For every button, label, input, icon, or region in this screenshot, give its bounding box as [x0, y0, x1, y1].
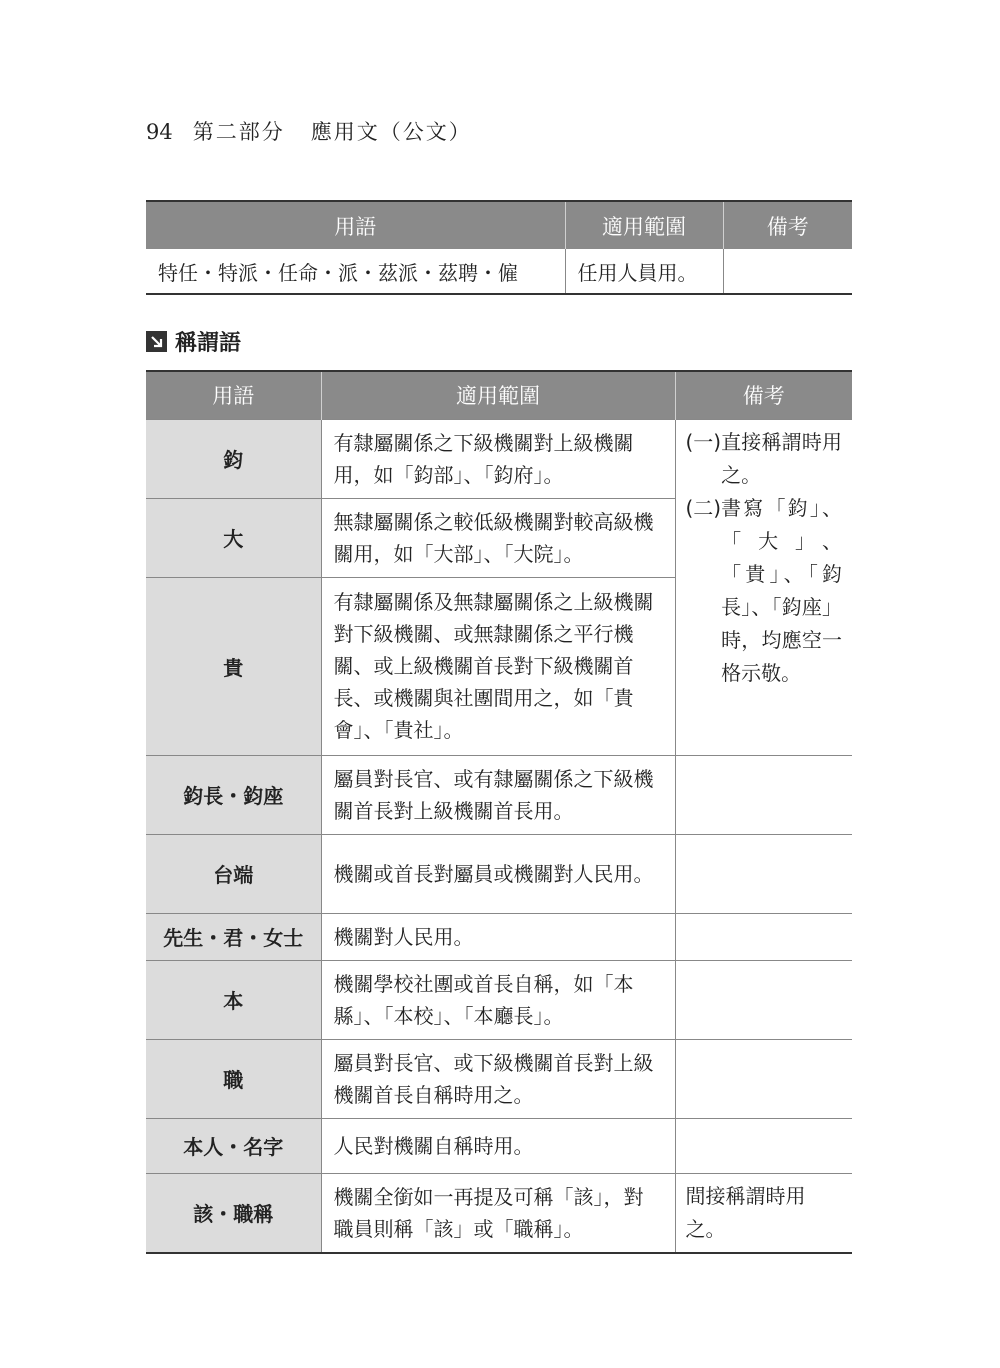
note-cell: 間接稱謂時用之。 — [675, 1173, 852, 1253]
table-row — [146, 755, 852, 834]
column-header-note: 備考 — [723, 201, 852, 249]
term-cell: 本人・名字 — [146, 1118, 321, 1173]
part-label: 第二部分 — [192, 120, 285, 144]
term-cell: 大 — [146, 498, 321, 577]
page-header — [146, 116, 472, 146]
note-item-label: (二) — [685, 495, 722, 520]
scope-cell: 機關或首長對屬員或機關對人民用。 — [321, 834, 675, 913]
section-heading — [146, 326, 241, 356]
address-terms-table — [146, 370, 852, 1254]
page-running-title: 應用文（公文） — [310, 120, 472, 144]
appointment-terms-table — [146, 200, 852, 295]
note-item — [686, 426, 843, 492]
note-cell — [675, 834, 852, 913]
scope-cell: 屬員對長官、或有隸屬關係之下級機關首長對上級機關首長用。 — [321, 755, 675, 834]
column-header-term: 用語 — [146, 201, 565, 249]
note-item-text: 書寫「鈞」、「大」、「貴」、「鈞長」、「鈞座」時，均應空一格示敬。 — [721, 495, 842, 685]
term-cell: 貴 — [146, 577, 321, 755]
table-row — [146, 1118, 852, 1173]
section-title: 稱謂語 — [175, 330, 242, 356]
table-row — [146, 834, 852, 913]
table-row — [146, 249, 852, 294]
scope-cell: 人民對機關自稱時用。 — [321, 1118, 675, 1173]
term-cell: 該・職稱 — [146, 1173, 321, 1253]
term-cell: 鈞長・鈞座 — [146, 755, 321, 834]
note-cell — [675, 1039, 852, 1118]
scope-cell: 屬員對長官、或下級機關首長對上級機關首長自稱時用之。 — [321, 1039, 675, 1118]
table-row — [146, 419, 852, 498]
scope-cell: 有隸屬關係之下級機關對上級機關用，如「鈞部」、「鈞府」。 — [321, 419, 675, 498]
note-item-label: (一) — [685, 429, 722, 454]
term-cell: 先生・君・女士 — [146, 913, 321, 960]
note-cell — [675, 755, 852, 834]
scope-cell: 任用人員用。 — [565, 249, 723, 294]
column-header-term: 用語 — [146, 371, 321, 419]
column-header-scope: 適用範圍 — [321, 371, 675, 419]
arrow-down-right-icon — [146, 331, 167, 352]
note-cell — [675, 1118, 852, 1173]
column-header-scope: 適用範圍 — [565, 201, 723, 249]
table-row — [146, 1173, 852, 1253]
note-cell — [675, 960, 852, 1039]
scope-cell: 機關學校社團或首長自稱，如「本縣」、「本校」、「本廳長」。 — [321, 960, 675, 1039]
scope-cell: 機關對人民用。 — [321, 913, 675, 960]
note-cell — [723, 249, 852, 294]
term-cell: 職 — [146, 1039, 321, 1118]
page-number: 94 — [146, 120, 173, 144]
note-item-text: 直接稱謂時用之。 — [721, 429, 842, 487]
shared-note-cell — [675, 419, 852, 755]
term-cell: 本 — [146, 960, 321, 1039]
term-cell: 鈞 — [146, 419, 321, 498]
term-cell: 台端 — [146, 834, 321, 913]
term-cell: 特任・特派・任命・派・茲派・茲聘・僱 — [158, 260, 518, 285]
table-header-row — [146, 371, 852, 419]
column-header-note: 備考 — [675, 371, 852, 419]
scope-cell: 機關全銜如一再提及可稱「該」，對職員則稱「該」或「職稱」。 — [321, 1173, 675, 1253]
note-item — [686, 492, 843, 690]
scope-cell: 有隸屬關係及無隸屬關係之上級機關對下級機關、或無隸關係之平行機關、或上級機關首長對下級機關首長、或機關與社團間用之，如「貴會」、「貴社」。 — [321, 577, 675, 755]
table-row — [146, 1039, 852, 1118]
scope-cell: 無隸屬關係之較低級機關對較高級機關用，如「大部」、「大院」。 — [321, 498, 675, 577]
table-row — [146, 913, 852, 960]
table-row — [146, 960, 852, 1039]
table-header-row — [146, 201, 852, 249]
note-cell — [675, 913, 852, 960]
